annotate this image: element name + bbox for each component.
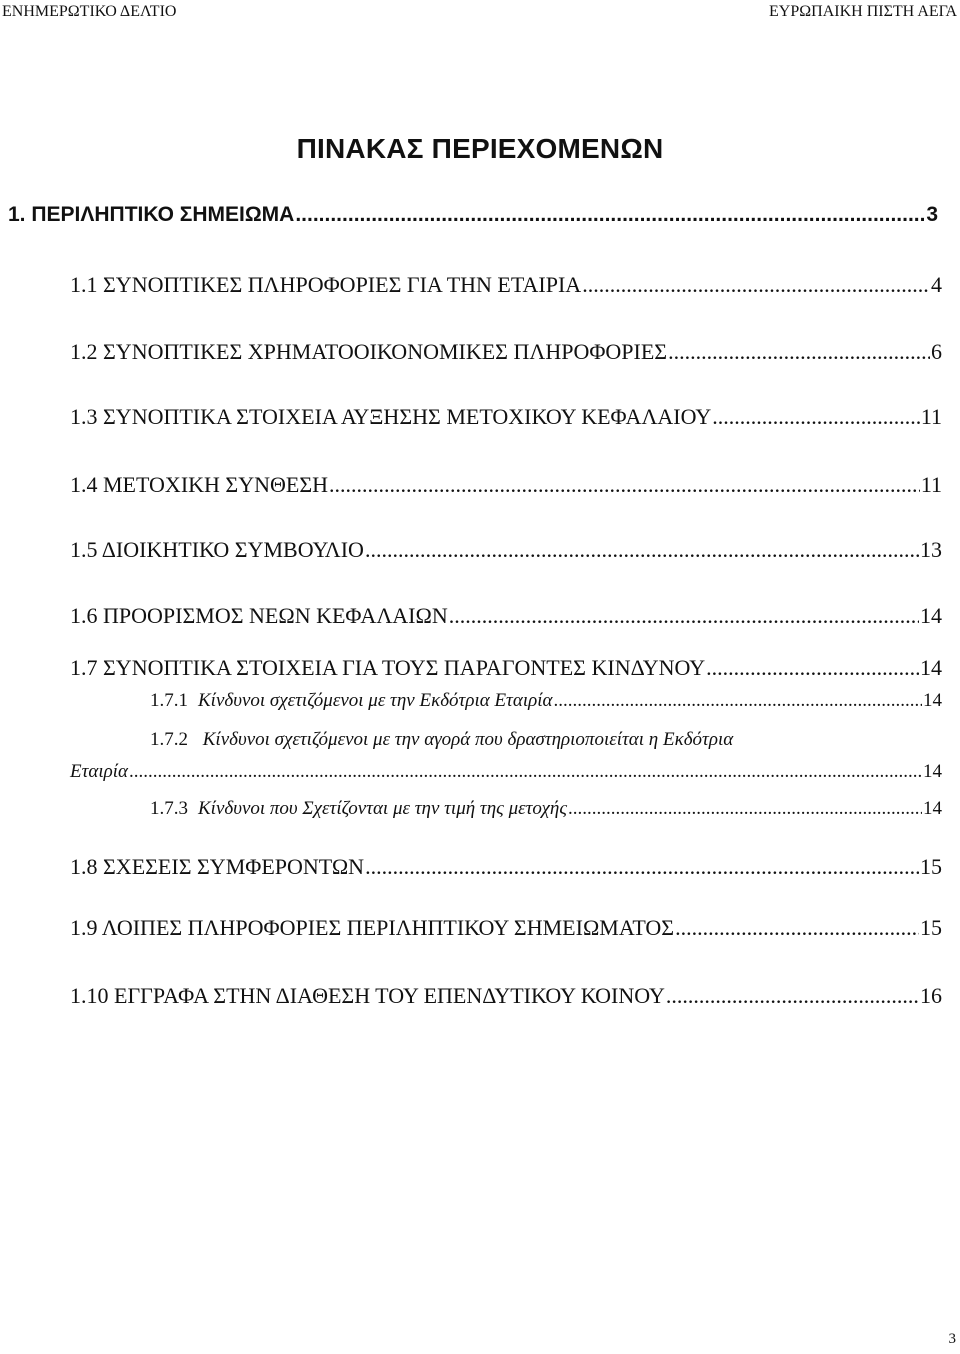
toc-entry-text: 1.7 ΣΥΝΟΠΤΙΚΑ ΣΤΟΙΧΕΙΑ ΓΙΑ ΤΟΥΣ ΠΑΡΑΓΟΝΤΕΣ ΚΙΝΔΥΝΟΥ — [70, 655, 706, 680]
toc-leader — [295, 203, 925, 227]
toc-entry-text: 1.1 ΣΥΝΟΠΤΙΚΕΣ ΠΛΗΡΟΦΟΡΙΕΣ ΓΙΑ ΤΗΝ ΕΤΑΙΡΙΑ — [70, 272, 582, 297]
toc-leader — [666, 983, 919, 1009]
toc-entry-text: 1. ΠΕΡΙΛΗΠΤΙΚΟ ΣΗΜΕΙΩΜΑ — [8, 203, 295, 226]
toc-leader — [668, 339, 930, 365]
toc-entry-text: 1.9 ΛΟΙΠΕΣ ΠΛΗΡΟΦΟΡΙΕΣ ΠΕΡΙΛΗΠΤΙΚΟΥ ΣΗΜΕΙΩΜΑΤΟΣ — [70, 915, 675, 940]
toc-entry-page: 11 — [920, 404, 942, 429]
toc-entry-risk-factors[interactable] — [70, 655, 942, 681]
toc-entry-text: 1.6 ΠΡΟΟΡΙΣΜΟΣ ΝΕΩΝ ΚΕΦΑΛΑΙΩΝ — [70, 603, 448, 628]
toc-entry-text-continued: Εταιρία — [70, 761, 129, 782]
toc-leader — [365, 854, 919, 880]
toc-entry-page: 14 — [923, 690, 942, 711]
header-document-title: ΕΝΗΜΕΡΩΤΙΚΟ ΔΕΛΤΙΟ — [2, 3, 177, 20]
toc-entry-text: 1.2 ΣΥΝΟΠΤΙΚΕΣ ΧΡΗΜΑΤΟΟΙΚΟΝΟΜΙΚΕΣ ΠΛΗΡΟΦΟΡΙΕΣ — [70, 339, 668, 364]
header-company-name: ΕΥΡΩΠΑΙΚΗ ΠΙΣΤΗ ΑΕΓΑ — [769, 3, 957, 20]
toc-entry-financial-info[interactable] — [70, 339, 942, 365]
toc-entry-number: 1.7.3 — [150, 798, 188, 819]
toc-entry-text: Κίνδυνοι σχετιζόμενοι με την Εκδότρια Εταιρία — [198, 690, 553, 711]
toc-entry-text: 1.4 ΜΕΤΟΧΙΚΗ ΣΥΝΘΕΣΗ — [70, 472, 329, 497]
toc-leader — [553, 690, 922, 712]
toc-entry-company-info[interactable] — [70, 272, 942, 298]
toc-leader — [329, 472, 920, 498]
toc-entry-page: 15 — [920, 854, 942, 879]
toc-entry-number: 1.7.1 — [150, 690, 188, 711]
toc-leader — [712, 404, 920, 430]
toc-entry-text: Κίνδυνοι που Σχετίζονται με την τιμή της μετοχής — [198, 798, 568, 819]
toc-entry-text: 1.10 ΕΓΓΡΑΦΑ ΣΤΗΝ ΔΙΑΘΕΣΗ ΤΟΥ ΕΠΕΝΔΥΤΙΚΟΥ ΚΟΙΝΟΥ — [70, 983, 665, 1008]
toc-leader — [568, 798, 922, 820]
toc-entry-page: 14 — [920, 603, 942, 628]
toc-entry-shareholding[interactable] — [70, 472, 942, 498]
toc-entry-text: 1.8 ΣΧΕΣΕΙΣ ΣΥΜΦΕΡΟΝΤΩΝ — [70, 854, 365, 879]
toc-entry-page: 16 — [920, 983, 942, 1008]
toc-entry-documents-available[interactable] — [70, 983, 942, 1009]
toc-entry-page: 14 — [923, 798, 942, 819]
toc-entry-market-risks-line2[interactable] — [70, 761, 942, 783]
toc-entry-text: Κίνδυνοι σχετιζόμενοι με την αγορά που δραστηριοποιείται η Εκδότρια — [202, 729, 734, 750]
toc-entry-page: 15 — [920, 915, 942, 940]
toc-entry-share-price-risks[interactable] — [150, 798, 942, 820]
toc-entry-issuer-risks[interactable] — [150, 690, 942, 712]
toc-entry-text: 1.3 ΣΥΝΟΠΤΙΚΑ ΣΤΟΙΧΕΙΑ ΑΥΞΗΣΗΣ ΜΕΤΟΧΙΚΟΥ ΚΕΦΑΛΑΙΟΥ — [70, 404, 712, 429]
toc-entry-conflicts-of-interest[interactable] — [70, 854, 942, 880]
toc-title: ΠΙΝΑΚΑΣ ΠΕΡΙΕΧΟΜΕΝΩΝ — [296, 133, 664, 164]
toc-entry-page: 11 — [920, 472, 942, 497]
toc-entry-page: 13 — [920, 537, 942, 562]
page-number: 3 — [948, 1331, 956, 1347]
toc-leader — [675, 915, 919, 941]
toc-entry-page: 3 — [926, 203, 938, 226]
toc-entry-text: 1.5 ΔΙΟΙΚΗΤΙΚΟ ΣΥΜΒΟΥΛΙΟ — [70, 537, 364, 562]
page-header — [0, 0, 960, 30]
toc-leader — [706, 655, 919, 681]
toc-entry-use-of-funds[interactable] — [70, 603, 942, 629]
toc-leader — [129, 761, 922, 783]
toc-leader — [449, 603, 919, 629]
toc-entry-page: 14 — [923, 761, 942, 782]
toc-entry-page: 6 — [931, 339, 942, 364]
toc-leader — [582, 272, 930, 298]
toc-entry-other-info[interactable] — [70, 915, 942, 941]
toc-entry-board[interactable] — [70, 537, 942, 563]
toc-entry-page: 4 — [931, 272, 942, 297]
toc-leader — [365, 537, 919, 563]
toc-entry-market-risks-line1[interactable] — [150, 729, 733, 751]
toc-entry-capital-increase[interactable] — [70, 404, 942, 430]
toc-entry-summary[interactable] — [8, 203, 938, 227]
toc-entry-page: 14 — [920, 655, 942, 680]
toc-entry-number: 1.7.2 — [150, 729, 188, 750]
